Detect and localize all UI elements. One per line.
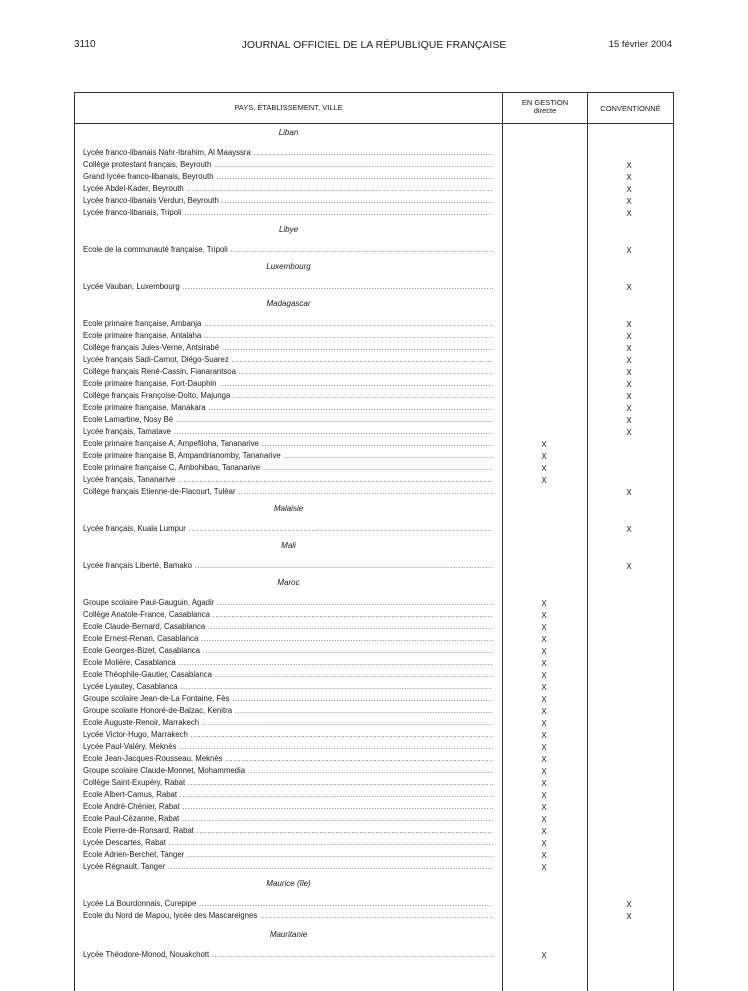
gestion-directe-mark: X [541,671,547,680]
country-heading [75,540,673,552]
establishment-name: Lycée Vauban, Luxembourg ..... [83,282,493,291]
establishment-name: Ecole Ernest-Renan, Casablanca ..... [83,634,493,643]
gestion-directe-mark: X [541,863,547,872]
table-row [75,621,673,633]
table-row [75,244,673,256]
country-name: Maurice (île) [266,879,311,888]
gestion-directe-mark: X [541,611,547,620]
conventionne-mark: X [626,428,632,437]
establishment-name: Collège français René-Cassin, Fianarantsoa ..... [83,367,493,376]
conventionne-mark: X [626,161,632,170]
table-row [75,414,673,426]
establishment-name: Ecole primaire française C, Ambohibao, Tananarive ..... [83,463,493,472]
conventionne-mark: X [626,912,632,921]
conventionne-mark: X [626,562,632,571]
gestion-directe-mark: X [541,779,547,788]
table-row [75,171,673,183]
table-row [75,910,673,922]
gestion-directe-mark: X [541,839,547,848]
table-row [75,318,673,330]
establishment-name: Ecole Auguste-Renoir, Marrakech ..... [83,718,493,727]
table-row [75,837,673,849]
conventionne-mark: X [626,900,632,909]
country-name: Mali [281,541,296,550]
establishment-name: Lycée Théodore-Monod, Nouakchott ..... [83,950,493,959]
gestion-directe-mark: X [541,815,547,824]
establishment-name: Lycée français Liberté, Bamako ..... [83,561,493,570]
gestion-directe-mark: X [541,635,547,644]
establishment-name: Groupe scolaire Claude-Monnet, Mohammedia ..... [83,766,493,775]
table-row [75,523,673,535]
gestion-directe-mark: X [541,683,547,692]
table-row [75,560,673,572]
journal-date: 15 février 2004 [608,39,672,50]
establishment-name: Lycée français, Tamatave ..... [83,427,493,436]
establishment-name: Collège Saint-Exupéry, Rabat ..... [83,778,493,787]
gestion-directe-mark: X [541,719,547,728]
conventionne-mark: X [626,488,632,497]
table-row [75,861,673,873]
conventionne-mark: X [626,392,632,401]
country-heading [75,503,673,515]
gestion-directe-mark: X [541,755,547,764]
establishment-name: Lycée Abdel-Kader, Beyrouth ..... [83,184,493,193]
establishment-name: Ecole primaire française, Antalaha ..... [83,331,493,340]
section-spacer [75,552,673,560]
table-row [75,741,673,753]
country-heading [75,261,673,273]
conventionne-mark: X [626,380,632,389]
country-heading [75,878,673,890]
establishment-name: Lycée Paul-Valéry, Meknès ..... [83,742,493,751]
table-row [75,753,673,765]
column-header-gestion-line2: directe [533,106,557,115]
section-spacer [75,589,673,597]
country-name: Liban [278,128,299,137]
establishment-name: Ecole primaire française, Fort-Dauphin ..... [83,379,493,388]
page-number: 3110 [74,39,96,50]
country-name: Libye [278,225,299,234]
table-row [75,207,673,219]
establishment-name: Lycée Victor-Hugo, Marrakech ..... [83,730,493,739]
establishment-name: Ecole primaire française, Ambanja ..... [83,319,493,328]
country-heading [75,577,673,589]
establishment-name: Ecole Albert-Camus, Rabat ..... [83,790,493,799]
table-row [75,147,673,159]
table-row [75,717,673,729]
establishment-name: Ecole Georges-Bizet, Casablanca ..... [83,646,493,655]
gestion-directe-mark: X [541,707,547,716]
establishment-name: Lycée français, Kuala Lumpur ..... [83,524,493,533]
section-spacer [75,273,673,281]
table-row [75,597,673,609]
table-row [75,681,673,693]
schools-table [74,92,674,991]
gestion-directe-mark: X [541,647,547,656]
column-header-gestion [503,99,587,115]
column-header-conventionne: CONVENTIONNÉ [600,104,661,113]
table-row [75,801,673,813]
conventionne-mark: X [626,173,632,182]
column-header-gestion-line1: EN GESTION [521,98,569,107]
table-row [75,949,673,961]
gestion-directe-mark: X [541,623,547,632]
section-spacer [75,310,673,318]
table-row [75,390,673,402]
column-header-country: PAYS, ÉTABLISSEMENT, VILLE [234,103,343,112]
table-row [75,342,673,354]
table-row [75,609,673,621]
gestion-directe-mark: X [541,803,547,812]
gestion-directe-mark: X [541,743,547,752]
establishment-name: Lycée franco-libanais Verdun, Beyrouth ..... [83,196,493,205]
section-spacer [75,890,673,898]
establishment-name: Lycée La Bourdonnais, Curepipe ..... [83,899,493,908]
gestion-directe-mark: X [541,731,547,740]
gestion-directe-mark: X [541,951,547,960]
establishment-name: Ecole André-Chénier, Rabat ..... [83,802,493,811]
conventionne-mark: X [626,356,632,365]
establishment-name: Ecole Jean-Jacques-Rousseau, Meknès ..... [83,754,493,763]
conventionne-mark: X [626,246,632,255]
gestion-directe-mark: X [541,452,547,461]
table-row [75,402,673,414]
country-heading [75,127,673,139]
table-row [75,645,673,657]
gestion-directe-mark: X [541,827,547,836]
table-row [75,450,673,462]
establishment-name: Collège Anatole-France, Casablanca ..... [83,610,493,619]
table-row [75,183,673,195]
establishment-name: Ecole Adrien-Berchet, Tanger ..... [83,850,493,859]
establishment-name: Ecole primaire française B, Ampandrianomby, Tananarive ..... [83,451,493,460]
table-row [75,330,673,342]
table-row [75,669,673,681]
establishment-name: Collège français Françoise-Dolto, Majunga ..... [83,391,493,400]
establishment-name: Lycée Lyautey, Casablanca ..... [83,682,493,691]
country-name: Malaisie [273,504,304,513]
table-row [75,438,673,450]
section-spacer [75,236,673,244]
country-heading [75,224,673,236]
establishment-name: Lycée franco-libanais, Tripoli ..... [83,208,493,217]
table-row [75,486,673,498]
establishment-name: Groupe scolaire Jean-de-La Fontaine, Fès ..... [83,694,493,703]
establishment-name: Groupe scolaire Paul-Gauguin, Agadir ..... [83,598,493,607]
table-row [75,195,673,207]
table-row [75,813,673,825]
establishment-name: Lycée français Sadi-Carnot, Diégo-Suarez ..... [83,355,493,364]
establishment-name: Ecole primaire française A, Ampefiloha, Tananarive ..... [83,439,493,448]
section-spacer [75,139,673,147]
conventionne-mark: X [626,404,632,413]
country-name: Mauritanie [269,930,308,939]
conventionne-mark: X [626,368,632,377]
conventionne-mark: X [626,320,632,329]
table-row [75,159,673,171]
table-row [75,765,673,777]
table-row [75,705,673,717]
table-row [75,777,673,789]
table-header [75,93,673,124]
table-row [75,825,673,837]
country-name: Luxembourg [266,262,311,271]
conventionne-mark: X [626,332,632,341]
gestion-directe-mark: X [541,695,547,704]
establishment-name: Ecole Lamartine, Nosy Bé ..... [83,415,493,424]
gestion-directe-mark: X [541,851,547,860]
country-name: Madagascar [266,299,311,308]
establishment-name: Groupe scolaire Honoré-de-Balzac, Kenitra ..... [83,706,493,715]
country-heading [75,298,673,310]
gestion-directe-mark: X [541,599,547,608]
establishment-name: Grand lycée franco-libanais, Beyrouth ..... [83,172,493,181]
journal-title: JOURNAL OFFICIEL DE LA RÉPUBLIQUE FRANÇAISE [241,39,507,51]
conventionne-mark: X [626,344,632,353]
table-row [75,474,673,486]
establishment-name: Collège français Jules-Verne, Antsirabé ..... [83,343,493,352]
conventionne-mark: X [626,525,632,534]
country-heading [75,929,673,941]
gestion-directe-mark: X [541,476,547,485]
section-spacer [75,922,673,929]
table-body [75,124,673,961]
section-spacer [75,941,673,949]
establishment-name: Ecole Théophile-Gautier, Casablanca ..... [83,670,493,679]
establishment-name: Lycée Descartes, Rabat ..... [83,838,493,847]
gestion-directe-mark: X [541,440,547,449]
establishment-name: Ecole Paul-Cézanne, Rabat ..... [83,814,493,823]
establishment-name: Lycée franco-libanais Nahr-Ibrahim, Al Maayssra ..... [83,148,493,157]
table-row [75,366,673,378]
establishment-name: Lycée Régnault, Tanger ..... [83,862,493,871]
conventionne-mark: X [626,185,632,194]
conventionne-mark: X [626,283,632,292]
establishment-name: Lycée français, Tananarive ..... [83,475,493,484]
table-row [75,462,673,474]
table-row [75,281,673,293]
establishment-name: Ecole Claude-Bernard, Casablanca ..... [83,622,493,631]
establishment-name: Ecole du Nord de Mapou, lycée des Mascareignes ..... [83,911,493,920]
section-spacer [75,515,673,523]
table-row [75,693,673,705]
table-row [75,729,673,741]
country-name: Maroc [277,578,300,587]
establishment-name: Ecole primaire française, Manakara ..... [83,403,493,412]
gestion-directe-mark: X [541,464,547,473]
conventionne-mark: X [626,209,632,218]
gestion-directe-mark: X [541,659,547,668]
table-row [75,849,673,861]
establishment-name: Collège protestant français, Beyrouth ..... [83,160,493,169]
conventionne-mark: X [626,197,632,206]
gestion-directe-mark: X [541,767,547,776]
table-row [75,633,673,645]
establishment-name: Ecole Pierre-de-Ronsard, Rabat ..... [83,826,493,835]
establishment-name: Ecole Molière, Casablanca ..... [83,658,493,667]
table-row [75,657,673,669]
gestion-directe-mark: X [541,791,547,800]
table-row [75,378,673,390]
table-row [75,898,673,910]
table-row [75,789,673,801]
conventionne-mark: X [626,416,632,425]
establishment-name: Ecole de la communauté française, Tripoli ..... [83,245,493,254]
table-row [75,426,673,438]
establishment-name: Collège français Etienne-de-Flacourt, Tuléar ..... [83,487,493,496]
table-row [75,354,673,366]
